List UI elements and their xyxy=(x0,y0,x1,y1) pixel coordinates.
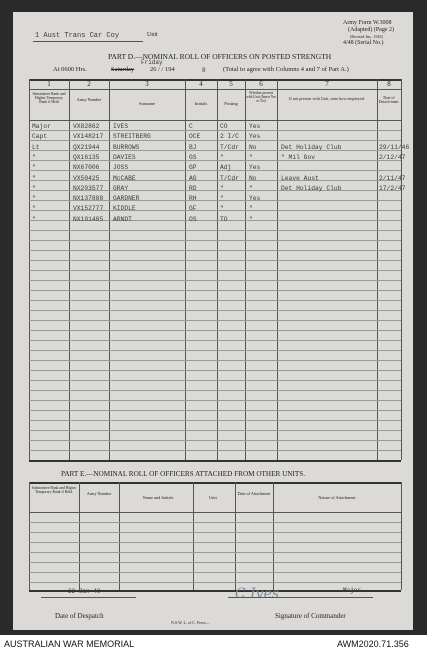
part-d-title: PART D.—NOMINAL ROLL OF OFFICERS ON POSTED STRENGTH xyxy=(108,52,332,61)
header-detachment-date: Date of Detach-ment. xyxy=(378,96,400,104)
cell-initials: RH xyxy=(189,195,197,203)
col-number-4: 4 xyxy=(199,80,203,88)
at-hrs-label: At 0600 Hrs. xyxy=(53,66,87,73)
cell-rank: " xyxy=(32,205,36,213)
header-initials: Initials xyxy=(194,101,208,106)
revised-label: (Revised Jan., 1943) xyxy=(350,34,383,39)
part-d-ruled-line xyxy=(29,260,401,261)
col-number-divider xyxy=(29,89,401,90)
col-number-6: 6 xyxy=(259,80,263,88)
part-d-ruled-line xyxy=(29,370,401,371)
cell-posting: " xyxy=(220,205,224,213)
cell-surname: GARDNER xyxy=(113,195,140,203)
cell-employed: Leave Aust xyxy=(281,174,319,182)
day-printed: Saturday xyxy=(111,66,135,73)
cell-employed: Det Holiday Club xyxy=(281,143,342,151)
rank-typed: Major xyxy=(343,587,362,594)
caption-accession: AWM2020.71.356 xyxy=(337,639,409,649)
commander-signature: C Ives xyxy=(235,586,280,602)
cell-surname: DAVIES xyxy=(113,153,136,161)
cell-posting: " xyxy=(220,195,224,203)
cell-posting: " xyxy=(220,153,224,161)
part-d-ruled-line xyxy=(29,130,401,131)
part-d-ruled-line xyxy=(29,410,401,411)
col-number-1: 1 xyxy=(47,80,51,88)
cell-employed: Det Holiday Club xyxy=(281,184,342,192)
e-header-name: Name and Initials xyxy=(142,495,174,500)
cell-rank: " xyxy=(32,174,36,182)
part-e-ruled-line xyxy=(29,552,401,553)
col-number-8: 8 xyxy=(387,80,391,88)
cell-posting: 2 I/C xyxy=(220,133,239,141)
part-e-column-rule xyxy=(119,482,120,590)
e-header-unit: Unit xyxy=(209,495,217,500)
cell-initials: RD xyxy=(189,184,197,192)
table-d-bottom xyxy=(29,460,401,462)
part-d-ruled-line xyxy=(29,290,401,291)
cell-number: NX137888 xyxy=(73,195,104,203)
cell-surname: IVES xyxy=(113,123,129,130)
part-e-column-rule xyxy=(193,482,194,590)
cell-rank: Major xyxy=(32,123,51,130)
cell-rank: Capt xyxy=(32,133,48,141)
cell-present: Yes xyxy=(249,195,261,203)
cell-initials: OS xyxy=(189,215,197,223)
e-header-nature: Nature of Attachment xyxy=(318,495,356,500)
year-typed: 8 xyxy=(202,67,206,74)
date-blank: 26 / / 194 xyxy=(150,66,175,73)
cell-present: " xyxy=(249,153,253,161)
part-d-ruled-line xyxy=(29,320,401,321)
cell-initials: C xyxy=(189,123,193,130)
cell-rank: " xyxy=(32,195,36,203)
col-number-3: 3 xyxy=(145,80,149,88)
cell-initials: GP xyxy=(189,164,197,172)
part-e-column-rule xyxy=(29,482,30,590)
caption-institution: AUSTRALIAN WAR MEMORIAL xyxy=(4,639,135,649)
unit-typed: 1 Aust Trans Car Coy xyxy=(35,32,120,40)
cell-present: Yes xyxy=(249,164,261,172)
part-e-ruled-line xyxy=(29,562,401,563)
cell-surname: McCABE xyxy=(113,174,136,182)
cell-surname: STREITBERG xyxy=(113,133,151,141)
cell-surname: ARNDT xyxy=(113,215,132,223)
part-d-ruled-line xyxy=(29,240,401,241)
cell-present: " xyxy=(249,184,253,192)
cell-surname: KIDDLE xyxy=(113,205,136,213)
cell-number: VX82862 xyxy=(73,123,100,130)
signature-underline xyxy=(228,597,373,598)
col-number-5: 5 xyxy=(229,80,233,88)
e-header-army-number: Army Number xyxy=(86,491,112,496)
cell-present: No xyxy=(249,143,257,151)
serial-number: 4/48 (Serial No.) xyxy=(343,40,384,46)
army-form-label: Army Form W.3008 xyxy=(343,20,392,26)
cell-initials: OCE xyxy=(189,133,201,141)
cell-posting: T/Cdr xyxy=(220,174,239,182)
unit-label: Unit xyxy=(147,32,158,38)
part-e-ruled-line xyxy=(29,582,401,583)
part-d-ruled-line xyxy=(29,340,401,341)
cell-date: 2/11/47 xyxy=(379,174,406,182)
part-e-ruled-line xyxy=(29,542,401,543)
cell-rank: " xyxy=(32,153,36,161)
printer-imprint: N.S.W. L. of C. Press— xyxy=(171,620,210,625)
cell-number: QX16135 xyxy=(73,153,100,161)
cell-posting: Adj xyxy=(220,164,232,172)
part-d-ruled-line xyxy=(29,390,401,391)
caption-bar xyxy=(0,635,427,653)
cell-present: " xyxy=(249,205,253,213)
total-note: (Total to agree with Columns 4 and 7 of Part A.) xyxy=(223,66,349,73)
adapted-label: (Adapted) (Page 2) xyxy=(348,27,394,33)
cell-date: 2/12/47 xyxy=(379,153,406,161)
part-d-ruled-line xyxy=(29,300,401,301)
part-e-ruled-line xyxy=(29,532,401,533)
part-d-ruled-line xyxy=(29,430,401,431)
part-d-ruled-line xyxy=(29,360,401,361)
header-rank: Substantive Rank and Higher Temporary Rank if Held xyxy=(32,92,66,104)
cell-initials: BJ xyxy=(189,143,197,151)
cell-employed: " Mil Gov xyxy=(281,153,316,161)
header-posting: Posting xyxy=(224,101,238,106)
form-sheet xyxy=(13,12,413,630)
cell-rank: " xyxy=(32,184,36,192)
part-d-ruled-line xyxy=(29,350,401,351)
header-present: Whether present with Unit (Insert Yes or No) xyxy=(246,91,276,103)
part-d-ruled-line xyxy=(29,270,401,271)
part-e-ruled-line xyxy=(29,572,401,573)
cell-number: NX203577 xyxy=(73,184,104,192)
part-e-column-rule xyxy=(401,482,402,590)
part-d-ruled-line xyxy=(29,450,401,451)
cell-date: 17/2/47 xyxy=(379,184,406,192)
cell-number: VX50425 xyxy=(73,174,100,182)
col-number-2: 2 xyxy=(87,80,91,88)
despatch-date-typed: 22 Jan 48 xyxy=(68,588,101,595)
despatch-label: Date of Despatch xyxy=(55,612,104,620)
cell-posting: TO xyxy=(220,215,228,223)
part-e-column-rule xyxy=(79,482,80,590)
cell-number: QX21944 xyxy=(73,143,100,151)
cell-surname: BURROWS xyxy=(113,143,140,151)
e-header-attachment-date: Date of Attachment xyxy=(237,491,271,496)
part-d-ruled-line xyxy=(29,440,401,441)
part-d-ruled-line xyxy=(29,380,401,381)
part-d-ruled-line xyxy=(29,250,401,251)
cell-rank: " xyxy=(32,164,36,172)
cell-number: VX152777 xyxy=(73,205,104,213)
cell-present: No xyxy=(249,174,257,182)
cell-number: NX101485 xyxy=(73,215,104,223)
cell-number: VX148217 xyxy=(73,133,104,141)
cell-initials: AG xyxy=(189,174,197,182)
despatch-underline xyxy=(41,597,136,598)
cell-posting: CO xyxy=(220,123,228,130)
e-header-rank: Substantive Rank and Higher Temporary Rank if Held. xyxy=(31,486,77,494)
cell-present: Yes xyxy=(249,123,261,130)
header-employed: If not present with Unit, state how employed. xyxy=(289,96,365,101)
part-d-ruled-line xyxy=(29,330,401,331)
part-e-column-rule xyxy=(273,482,274,590)
part-d-ruled-line xyxy=(29,420,401,421)
part-d-ruled-line xyxy=(29,280,401,281)
cell-rank: Lt xyxy=(32,143,40,151)
cell-number: NX67006 xyxy=(73,164,100,172)
part-d-ruled-line xyxy=(29,310,401,311)
cell-posting: " xyxy=(220,184,224,192)
cell-surname: GRAY xyxy=(113,184,129,192)
cell-present: Yes xyxy=(249,133,261,141)
part-d-ruled-line xyxy=(29,400,401,401)
table-e-header-divider xyxy=(29,512,401,513)
cell-posting: T/Cdr xyxy=(220,143,239,151)
cell-present: " xyxy=(249,215,253,223)
header-divider xyxy=(29,120,401,121)
part-e-column-rule xyxy=(235,482,236,590)
day-typed: Friday xyxy=(141,59,163,66)
cell-rank: " xyxy=(32,215,36,223)
commander-label: Signature of Commander xyxy=(275,612,346,620)
cell-date: 29/11/46 xyxy=(379,143,410,151)
part-e-title: PART E.—NOMINAL ROLL OF OFFICERS ATTACHED FROM OTHER UNITS. xyxy=(61,470,306,478)
cell-surname: JOSS xyxy=(113,164,129,172)
part-d-column-rule xyxy=(401,79,402,460)
header-surname: Surname xyxy=(139,101,155,106)
unit-underline xyxy=(33,41,143,42)
table-e-top xyxy=(29,482,401,484)
header-army-number: Army Number xyxy=(76,97,102,102)
col-number-7: 7 xyxy=(325,80,329,88)
part-e-ruled-line xyxy=(29,522,401,523)
cell-initials: GS xyxy=(189,153,197,161)
part-d-ruled-line xyxy=(29,230,401,231)
cell-initials: GF xyxy=(189,205,197,213)
